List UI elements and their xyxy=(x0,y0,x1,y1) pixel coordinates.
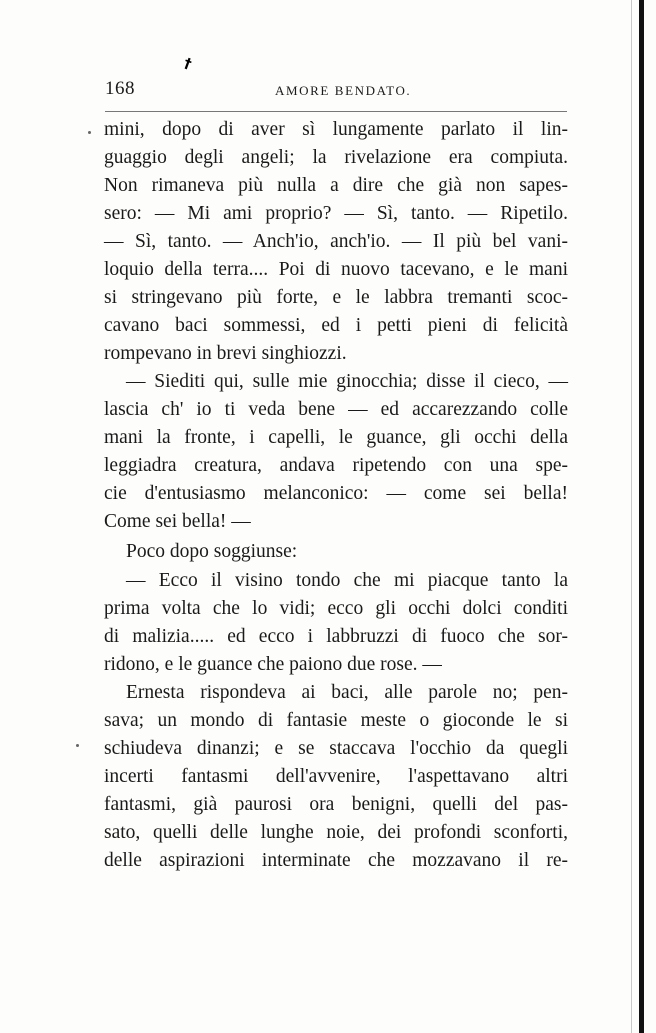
text-line: Come sei bella! — xyxy=(104,511,251,532)
text-line: sero: — Mi ami proprio? — Sì, tanto. — Ripetilo. xyxy=(104,203,568,224)
header-rule xyxy=(105,111,567,112)
margin-speck xyxy=(88,131,91,134)
text-line: Ernesta rispondeva ai baci, alle parole no; pen- xyxy=(126,682,568,703)
text-line: schiudeva dinanzi; e se staccava l'occhio da quegli xyxy=(104,738,568,759)
text-line: cie d'entusiasmo melanconico: — come sei bella! xyxy=(104,483,568,504)
text-line: prima volta che lo vidi; ecco gli occhi dolci conditi xyxy=(104,598,568,619)
text-line: sava; un mondo di fantasie meste o gioconde le si xyxy=(104,710,568,731)
text-line: leggiadra creatura, andava ripetendo con una spe- xyxy=(104,455,568,476)
text-line: si stringevano più forte, e le labbra tremanti scoc- xyxy=(104,287,568,308)
text-line: cavano baci sommessi, ed i petti pieni di felicità xyxy=(104,315,568,336)
binding-edge xyxy=(639,0,644,1033)
text-line: — Ecco il visino tondo che mi piacque tanto la xyxy=(126,570,568,591)
page-edge-shadow xyxy=(631,0,632,1033)
text-line: fantasmi, già paurosi ora benigni, quelli del pas- xyxy=(104,794,568,815)
text-line: rompevano in brevi singhiozzi. xyxy=(104,343,347,364)
text-line: — Sì, tanto. — Anch'io, anch'io. — Il più bel vani- xyxy=(104,231,568,252)
text-line: delle aspirazioni interminate che mozzavano il re- xyxy=(104,850,568,871)
text-line: ridono, e le guance che paiono due rose. — xyxy=(104,654,442,675)
text-line: sato, quelli delle lunghe noie, dei profondi sconforti, xyxy=(104,822,568,843)
page-header xyxy=(105,78,567,102)
text-line: loquio della terra.... Poi di nuovo tacevano, e le mani xyxy=(104,259,568,280)
text-line: incerti fantasmi dell'avvenire, l'aspettavano altri xyxy=(104,766,568,787)
text-line: di malizia..... ed ecco i labbruzzi di fuoco che sor- xyxy=(104,626,568,647)
text-line: Poco dopo soggiunse: xyxy=(126,541,298,562)
text-line: mini, dopo di aver sì lungamente parlato il lin- xyxy=(104,119,568,140)
text-line: — Siediti qui, sulle mie ginocchia; disse il cieco, — xyxy=(126,371,568,392)
text-line: mani la fronte, i capelli, le guance, gli occhi della xyxy=(104,427,568,448)
text-line: Non rimaneva più nulla a dire che già non sapes- xyxy=(104,175,568,196)
running-title: AMORE BENDATO. xyxy=(275,83,412,98)
margin-speck xyxy=(76,744,79,747)
text-line: guaggio degli angeli; la rivelazione era compiuta. xyxy=(104,147,568,168)
page-number: 168 xyxy=(105,78,135,99)
ink-mark: † xyxy=(181,55,194,73)
text-line: lascia ch' io ti veda bene — ed accarezzando colle xyxy=(104,399,568,420)
